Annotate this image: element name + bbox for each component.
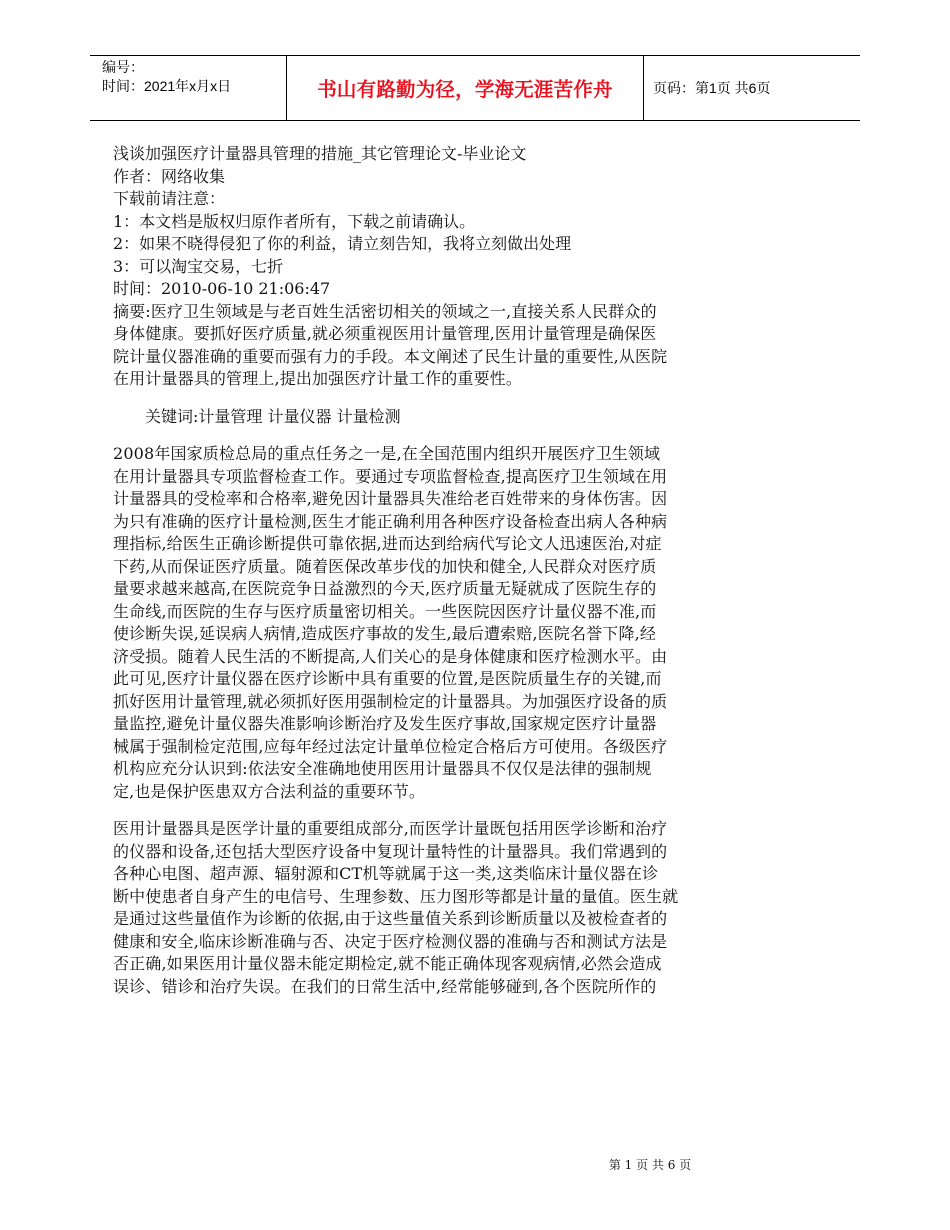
abstract-line: 在用计量器具的管理上,提出加强医疗计量工作的重要性。 <box>113 369 522 388</box>
paragraph-line: 否正确,如果医用计量仪器未能定期检定,就不能正确体现客观病情,必然会造成 <box>113 954 662 973</box>
notice-item: 2：如果不晓得侵犯了你的利益，请立刻告知，我将立刻做出处理 <box>113 234 572 253</box>
paragraph-line: 医用计量器具是医学计量的重要组成部分,而医学计量既包括用医学诊断和治疗 <box>113 819 668 838</box>
paragraph-line: 济受损。随着人民生活的不断提高,人们关心的是身体健康和医疗检测水平。由 <box>113 646 668 666</box>
document-body <box>113 143 763 998</box>
paragraph-line: 2008年国家质检总局的重点任务之一是,在全国范围内组织开展医疗卫生领域 <box>113 444 661 463</box>
paragraph-line: 下药,从而保证医疗质量。随着医保改革步伐的加快和健全,人民群众对医疗质 <box>113 556 657 576</box>
header-page-info <box>644 56 860 120</box>
spacer <box>113 803 763 818</box>
paragraph-line: 各种心电图、超声源、辐射源和CT机等就属于这一类,这类临床计量仪器在诊 <box>113 864 659 883</box>
abstract-line: 摘要:医疗卫生领域是与老百姓生活密切相关的领域之一,直接关系人民群众的 <box>113 301 657 321</box>
article-author: 作者：网络收集 <box>113 166 226 186</box>
abstract-line: 院计量仪器准确的重要而强有力的手段。本文阐述了民生计量的重要性,从医院 <box>113 346 668 366</box>
paragraph-line: 在用计量器具专项监督检查工作。要通过专项监督检查,提高医疗卫生领域在用 <box>113 466 668 486</box>
spacer <box>113 391 763 406</box>
page-info-text: 页码：第1页 共6页 <box>653 80 771 96</box>
paragraph-line: 此可见,医疗计量仪器在医疗诊断中具有重要的位置,是医院质量生存的关键,而 <box>113 669 662 688</box>
id-label: 编号： <box>102 59 144 75</box>
motto-text: 书山有路勤为径，学海无涯苦作舟 <box>317 78 613 101</box>
abstract-line: 身体健康。要抓好医疗质量,就必须重视医用计量管理,医用计量管理是确保医 <box>113 324 657 343</box>
header-motto-cell <box>286 56 644 120</box>
time-label: 时间：2021年x月x日 <box>102 78 232 94</box>
paragraph-line: 机构应充分认识到:依法安全准确地使用医用计量器具不仅仅是法律的强制规 <box>113 759 652 778</box>
paragraph-1 <box>113 443 763 803</box>
spacer <box>113 428 763 443</box>
footer-page-number: 第 1 页 共 6 页 <box>608 1158 692 1172</box>
notice-item: 1：本文档是版权归原作者所有，下载之前请确认。 <box>113 211 476 231</box>
document-header <box>90 55 860 121</box>
paragraph-line: 断中使患者自身产生的电信号、生理参数、压力图形等都是计量的量值。医生就 <box>113 886 679 906</box>
page-footer <box>0 1156 950 1173</box>
paragraph-line: 误诊、错诊和治疗失误。在我们的日常生活中,经常能够碰到,各个医院所作的 <box>113 976 657 996</box>
paragraph-line: 是通过这些量值作为诊断的依据,由于这些量值关系到诊断质量以及被检查者的 <box>113 909 668 928</box>
paragraph-line: 械属于强制检定范围,应每年经过法定计量单位检定合格后方可使用。各级医疗 <box>113 736 668 756</box>
notice-heading: 下载前请注意： <box>113 189 226 208</box>
notice-item: 3：可以淘宝交易，七折 <box>113 256 284 276</box>
abstract <box>113 301 763 391</box>
paragraph-line: 的仪器和设备,还包括大型医疗设备中复现计量特性的计量器具。我们常遇到的 <box>113 841 668 861</box>
paragraph-line: 量要求越来越高,在医院竞争日益激烈的今天,医疗质量无疑就成了医院生存的 <box>113 579 657 598</box>
header-meta <box>90 56 286 120</box>
paragraph-line: 健康和安全,临床诊断准确与否、决定于医疗检测仪器的准确与否和测试方法是 <box>113 931 668 951</box>
paragraph-line: 为只有准确的医疗计量检测,医生才能正确利用各种医疗设备检查出病人各种病 <box>113 511 668 531</box>
paragraph-line: 计量器具的受检率和合格率,避免因计量器具失准给老百姓带来的身体伤害。因 <box>113 489 668 508</box>
paragraph-line: 使诊断失误,延误病人病情,造成医疗事故的发生,最后遭索赔,医院名誉下降,经 <box>113 624 656 643</box>
article-title: 浅谈加强医疗计量器具管理的措施_其它管理论文-毕业论文 <box>113 144 527 163</box>
paragraph-line: 定,也是保护医患双方合法利益的重要环节。 <box>113 781 426 801</box>
paragraph-2 <box>113 818 763 998</box>
keywords: 关键词:计量管理 计量仪器 计量检测 <box>145 406 401 426</box>
paragraph-line: 理指标,给医生正确诊断提供可靠依据,进而达到给病代写论文人迅速医治,对症 <box>113 534 662 553</box>
article-time: 时间：2010-06-10 21:06:47 <box>113 279 331 298</box>
paragraph-line: 抓好医用计量管理,就必须抓好医用强制检定的计量器具。为加强医疗设备的质 <box>113 691 668 711</box>
paragraph-line: 量监控,避免计量仪器失准影响诊断治疗及发生医疗事故,国家规定医疗计量器 <box>113 714 657 733</box>
paragraph-line: 生命线,而医院的生存与医疗质量密切相关。一些医院因医疗计量仪器不准,而 <box>113 601 657 621</box>
